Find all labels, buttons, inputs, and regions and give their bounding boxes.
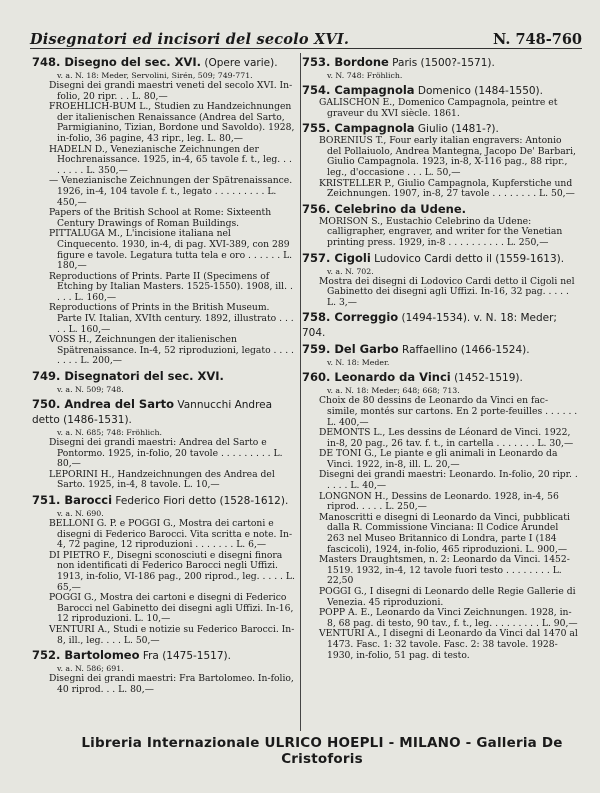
bibliography-item: Reproductions of Prints in the British Museum. Parte IV. Italian, XVIth century. 1892, illustrato . . . . . L. 160,— xyxy=(49,302,294,335)
entry-number: 753. xyxy=(302,55,331,69)
page-title: Disegnatori ed incisori del secolo XVI. xyxy=(30,31,350,48)
catalog-entry xyxy=(302,202,580,249)
bibliography-item: POGGI G., Mostra dei cartoni e disegni di Federico Barocci nel Gabinetto dei disegni agli Uffizi. In-16, 12 riproduzioni. L. 10,— xyxy=(49,592,294,625)
entry-heading xyxy=(302,83,580,98)
bibliography-item: Disegni dei grandi maestri: Andrea del Sarto e Pontormo. 1925, in-folio, 20 tavole . . . . . . . . . L. 80,— xyxy=(49,437,283,470)
entry-heading xyxy=(302,342,580,357)
cross-reference: v. N. 748: Fröhlich. xyxy=(327,71,403,80)
bibliography-item: BELLONI G. P. e POGGI G., Mostra dei cartoni e disegni di Federico Barocci. Vita scritta e note. In-4, 72 pagine, 12 riproduzioni . . . . . . . L. 6,— xyxy=(49,518,293,551)
cross-reference: v. a. N. 690. xyxy=(57,509,104,518)
catalog-entry xyxy=(302,121,580,200)
bibliography-item: POGGI G., I disegni di Leonardo delle Regie Gallerie di Venezia. 45 riproduzioni. xyxy=(319,586,576,608)
bibliography-item: Mostra dei disegni di Lodovico Cardi detto il Cigoli nel Gabinetto dei disegni agli Uffizi. In-16, 32 pag. . . . . L. 3,— xyxy=(319,275,575,308)
entry-name: Leonardo da Vinci xyxy=(334,370,451,385)
entry-number: 754. xyxy=(302,83,331,97)
bibliography-item: Disegni dei grandi maestri veneti del secolo XVI. In-folio, 20 ripr. . . L. 80,— xyxy=(49,80,293,102)
entry-subtitle: (1494-1534). v. N. 18: Meder; 704. xyxy=(302,312,557,340)
entry-name: Bartolomeo xyxy=(64,648,140,663)
entry-heading xyxy=(302,251,580,266)
entry-subtitle: Ludovico Cardi detto il (1559-1613). xyxy=(370,252,565,265)
cross-reference: v. a. N. 509; 748. xyxy=(57,385,124,395)
column-divider xyxy=(300,53,301,731)
entry-number: 752. xyxy=(32,648,61,663)
entry-number: 759. xyxy=(302,342,331,357)
catalog-entry xyxy=(32,648,297,695)
entry-number: 748. xyxy=(32,55,61,69)
entry-name: Campagnola xyxy=(334,121,415,136)
bibliography-item: LEPORINI H., Handzeichnungen des Andrea del Sarto. 1925, in-4, 8 tavole. L. 10,— xyxy=(49,468,275,491)
bibliography-item: Disegni dei grandi maestri: Leonardo. In-folio, 20 ripr. . . . . . L. 40,— xyxy=(319,469,578,492)
cross-reference: v. a. N. 702. xyxy=(327,266,374,276)
entry-subtitle: (1452-1519). xyxy=(450,372,523,385)
entry-number: 750. xyxy=(32,397,61,412)
entry-subtitle: Federico Fiori detto (1528-1612). xyxy=(112,495,289,507)
entry-subtitle: Raffaellino (1466-1524). xyxy=(398,344,530,357)
catalog-entry xyxy=(32,369,297,395)
bibliography-item: Reproductions of Prints. Parte II (Specimens of Etching by Italian Masters. 1525-1550). 1908, ill. . . . . L. 160,— xyxy=(49,270,293,303)
entry-name: Correggio xyxy=(334,310,399,325)
entry-name: Andrea del Sarto xyxy=(64,397,175,412)
entry-name: Barocci xyxy=(64,493,113,507)
bibliography-item: Papers of the British School at Rome: Sixteenth Century Drawings of Roman Buildings. xyxy=(49,207,272,229)
catalog-entry xyxy=(302,310,580,340)
bibliography-item: HADELN D., Venezianische Zeichnungen der Hochrenaissance. 1925, in-4, 65 tavole f. t., leg. . . . . . . . L. 350,— xyxy=(49,143,292,176)
bibliography-item: Manoscritti e disegni di Leonardo da Vinci, pubblicati dalla R. Commissione Vinciana: Il Codice Arundel 263 nel Museo Britannico di Londra, parte I (184 fascicoli), 1924, in-folio, 465 riproduzioni. L. 900,— xyxy=(319,511,570,555)
entry-heading xyxy=(32,397,297,427)
catalog-entry xyxy=(32,55,297,367)
entry-name: Cigoli xyxy=(334,250,371,265)
bibliography-item: DI PIETRO F., Disegni sconosciuti e disegni finora non identificati di Federico Barocci negli Uffizi. 1913, in-folio, VI-186 pag., 200 riprod., leg. . . . . L. 65,— xyxy=(49,549,295,593)
right-column xyxy=(302,53,580,661)
entry-number: 756. xyxy=(302,201,331,216)
entry-number: 751. xyxy=(32,493,61,507)
bibliography-item: PITTALUGA M., L'incisione italiana nel Cinquecento. 1930, in-4, di pag. XVI-389, con 289 figure e tavole. Legatura tutta tela e oro . . . . . . L. 180,— xyxy=(49,228,293,272)
page-header xyxy=(30,26,582,49)
cross-reference: v. N. 18: Meder. xyxy=(327,358,390,368)
bibliography-item: DEMONTS L., Les dessins de Léonard de Vinci. 1922, in-8, 20 pag., 26 tav. f. t., in cartella . . . . . . . L. 30,— xyxy=(319,427,574,449)
bibliography-item: MORISON S., Eustachio Celebrino da Udene: calligrapher, engraver, and writer for the Venetian printing press. 1929, in-8 . . . . . . . . . . L. 250,— xyxy=(319,215,563,248)
entry-name: Bordone xyxy=(334,55,389,69)
entry-heading xyxy=(32,493,297,508)
entry-heading xyxy=(32,648,297,663)
bibliography-item: — Venezianische Zeichnungen der Spätrenaissance. 1926, in-4, 104 tavole f. t., legato . . . . . . . . . L. 450,— xyxy=(49,175,293,208)
entry-heading xyxy=(302,370,580,385)
entry-heading xyxy=(302,310,580,340)
entry-name: Disegno del sec. XVI. xyxy=(64,55,202,69)
entry-heading xyxy=(32,369,297,384)
entry-name: Del Garbo xyxy=(334,342,399,357)
entry-subtitle: Giulio (1481-?). xyxy=(414,123,499,136)
entry-name: Campagnola xyxy=(334,83,415,97)
entry-number: 757. xyxy=(302,250,331,265)
catalog-entry xyxy=(32,397,297,491)
bibliography-item: Disegni dei grandi maestri: Fra Bartolomeo. In-folio, 40 riprod. . . L. 80,— xyxy=(49,673,294,695)
catalog-entry xyxy=(302,251,580,309)
entry-subtitle: Fra (1475-1517). xyxy=(139,650,231,663)
entry-number: 749. xyxy=(32,369,61,384)
cross-reference: v. a. N. 18: Meder; 648; 668; 713. xyxy=(327,386,460,396)
bibliography-item: VOSS H., Zeichnungen der italienischen Spätrenaissance. In-4, 52 riproduzioni, legato . . . . . . . . L. 200,— xyxy=(49,334,294,367)
cross-reference: v. a. N. 586; 691. xyxy=(57,664,124,674)
bibliography-item: FROEHLICH-BUM L., Studien zu Handzeichnungen der italienischen Renaissance (Andrea del Sarto, Parmigianino, Tizian, Bordone und Savoldo). 1928, in-folio, 36 pagine, 43 ripr., leg. L. 80,— xyxy=(49,101,295,144)
left-column xyxy=(32,53,297,695)
catalog-entry xyxy=(302,83,580,119)
page-range: N. 748-760 xyxy=(493,31,582,48)
entry-heading xyxy=(32,55,297,70)
bibliography-item: Masters Draughtsmen, n. 2: Leonardo da Vinci. 1452-1519. 1932, in-4, 12 tavole fuori testo . . . . . . . . L. 22,50 xyxy=(319,554,570,587)
bibliography-item: KRISTELLER P., Giulio Campagnola, Kupferstiche und Zeichnungen. 1907, in-8, 27 tavole . . . . . . . . L. 50,— xyxy=(319,177,575,200)
cross-reference: v. a. N. 685; 748: Fröhlich. xyxy=(57,428,163,438)
catalog-entry xyxy=(32,493,297,646)
catalog-columns xyxy=(32,53,580,733)
entry-subtitle: Paris (1500?-1571). xyxy=(388,57,495,69)
bibliography-item: DE TONI G., Le piante e gli animali in Leonardo da Vinci. 1922, in-8, ill. L. 20,— xyxy=(319,448,558,470)
catalog-entry xyxy=(302,55,580,81)
bibliography-item: BORENIUS T., Four early italian engravers: Antonio del Pollaiuolo, Andrea Mantegna, Jacopo De' Barbari, Giulio Campagnola. 1923, in-8, X-116 pag., 88 ripr., leg., d'occasione . . . L. 50,— xyxy=(319,135,576,178)
entry-heading xyxy=(302,55,580,70)
entry-subtitle: Domenico (1484-1550). xyxy=(414,85,543,97)
entry-subtitle: (Opere varie). xyxy=(201,57,278,69)
bibliography-item: GALISCHON E., Domenico Campagnola, peintre et graveur du XVI siècle. 1861. xyxy=(319,97,558,119)
bibliography-item: VENTURI A., Studi e notizie su Federico Barocci. In-8, ill., leg. . . . L. 50,— xyxy=(49,623,295,646)
entry-heading xyxy=(302,121,580,136)
entry-name: Disegnatori del sec. XVI. xyxy=(64,369,224,384)
publisher-footer: Libreria Internazionale ULRICO HOEPLI - MILANO - Galleria De Cristoforis xyxy=(81,735,563,767)
bibliography-item: Choix de 80 dessins de Leonardo da Vinci en fac-simile, montés sur cartons. En 2 porte-feuilles . . . . . . L. 400,— xyxy=(319,395,578,428)
entry-subtitle: Vannucchi Andrea detto (1486-1531). xyxy=(32,399,273,427)
entry-number: 755. xyxy=(302,121,331,136)
cross-reference: v. a. N. 18: Meder, Servolini, Sirén, 509; 749-771. xyxy=(57,71,253,80)
bibliography-item: POPP A. E., Leonardo da Vinci Zeichnungen. 1928, in-8, 68 pag. di testo, 90 tav., f. t., leg. . . . . . . . . L. 90,— xyxy=(319,607,578,629)
bibliography-item: VENTURI A., I disegni di Leonardo da Vinci dal 1470 al 1473. Fasc. 1: 32 tavole. Fasc. 2: 38 tavole. 1928-1930, in-folio, 51 pag. di testo. xyxy=(319,628,578,661)
entry-heading xyxy=(302,202,580,217)
catalog-entry xyxy=(302,370,580,661)
entry-number: 760. xyxy=(302,370,331,385)
entry-name: Celebrino da Udene. xyxy=(334,201,467,216)
bibliography-item: LONGNON H., Dessins de Leonardo. 1928, in-4, 56 riprod. . . . . L. 250,— xyxy=(319,490,559,513)
catalog-entry xyxy=(302,342,580,368)
entry-number: 758. xyxy=(302,310,331,325)
